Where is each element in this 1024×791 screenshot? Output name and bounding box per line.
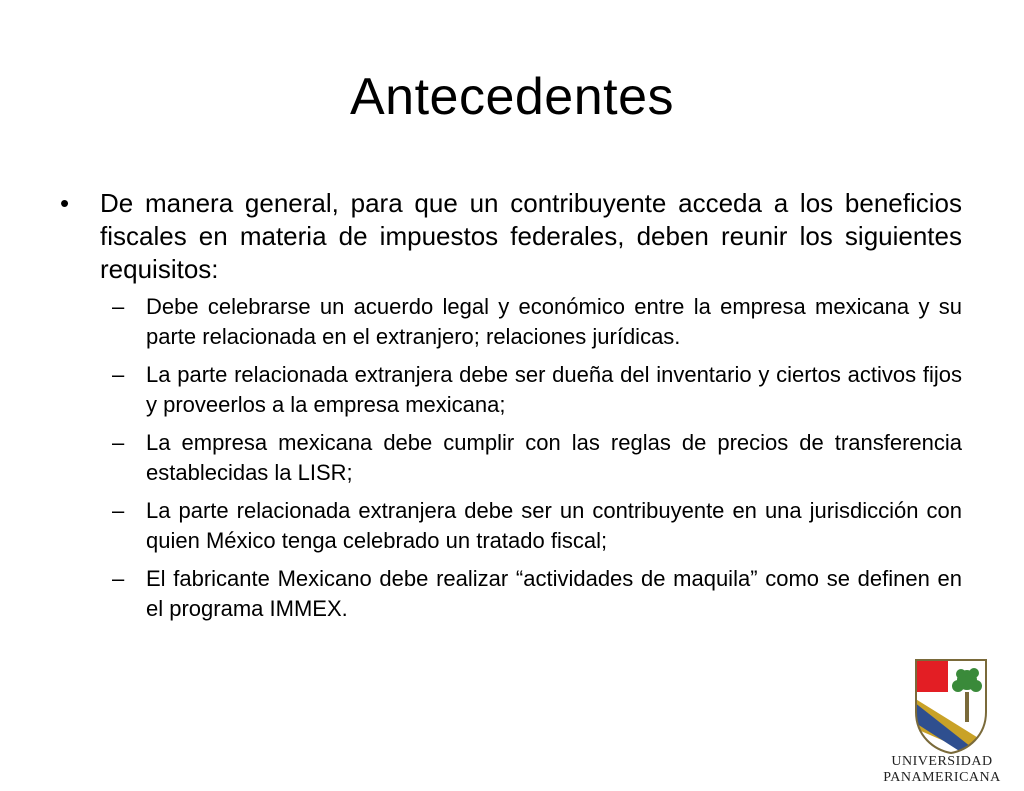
main-bullet xyxy=(54,187,962,286)
sub-bullet-list xyxy=(112,292,962,624)
sub-bullet-text: La parte relacionada extranjera debe ser un contribuyente en una jurisdicción con quien México tenga celebrado un tratado fiscal; xyxy=(146,498,962,553)
sub-bullet xyxy=(112,428,962,488)
sub-bullet-text: La parte relacionada extranjera debe ser dueña del inventario y ciertos activos fijos y proveerlos a la empresa mexicana; xyxy=(146,362,962,417)
sub-bullet xyxy=(112,496,962,556)
dash-marker: – xyxy=(112,294,125,319)
sub-bullet-text: El fabricante Mexicano debe realizar “actividades de maquila” como se definen en el programa IMMEX. xyxy=(146,566,962,621)
slide-content xyxy=(54,187,962,632)
sub-bullet xyxy=(112,564,962,624)
red-quarter xyxy=(914,658,948,692)
sub-bullet-text: Debe celebrarse un acuerdo legal y económico entre la empresa mexicana y su parte relacionada en el extranjero; relaciones jurídicas. xyxy=(146,294,962,349)
dash-marker: – xyxy=(112,362,125,387)
bullet-text: De manera general, para que un contribuyente acceda a los beneficios fiscales en materia de impuestos federales, deben reunir los siguientes requisitos: xyxy=(100,188,962,284)
sub-bullet xyxy=(112,292,962,352)
dash-marker: – xyxy=(112,498,125,523)
shield-icon xyxy=(914,658,988,754)
university-name-line1: UNIVERSIDAD xyxy=(891,754,993,769)
university-name xyxy=(872,754,1012,786)
sub-bullet-text: La empresa mexicana debe cumplir con las reglas de precios de transferencia establecidas la LISR; xyxy=(146,430,962,485)
sub-bullet xyxy=(112,360,962,420)
dash-marker: – xyxy=(112,430,125,455)
dash-marker: – xyxy=(112,566,125,591)
bullet-marker: • xyxy=(60,188,70,218)
university-name-line2: PANAMERICANA xyxy=(883,770,1001,785)
university-logo xyxy=(872,650,1012,790)
slide-title: Antecedentes xyxy=(349,68,675,126)
